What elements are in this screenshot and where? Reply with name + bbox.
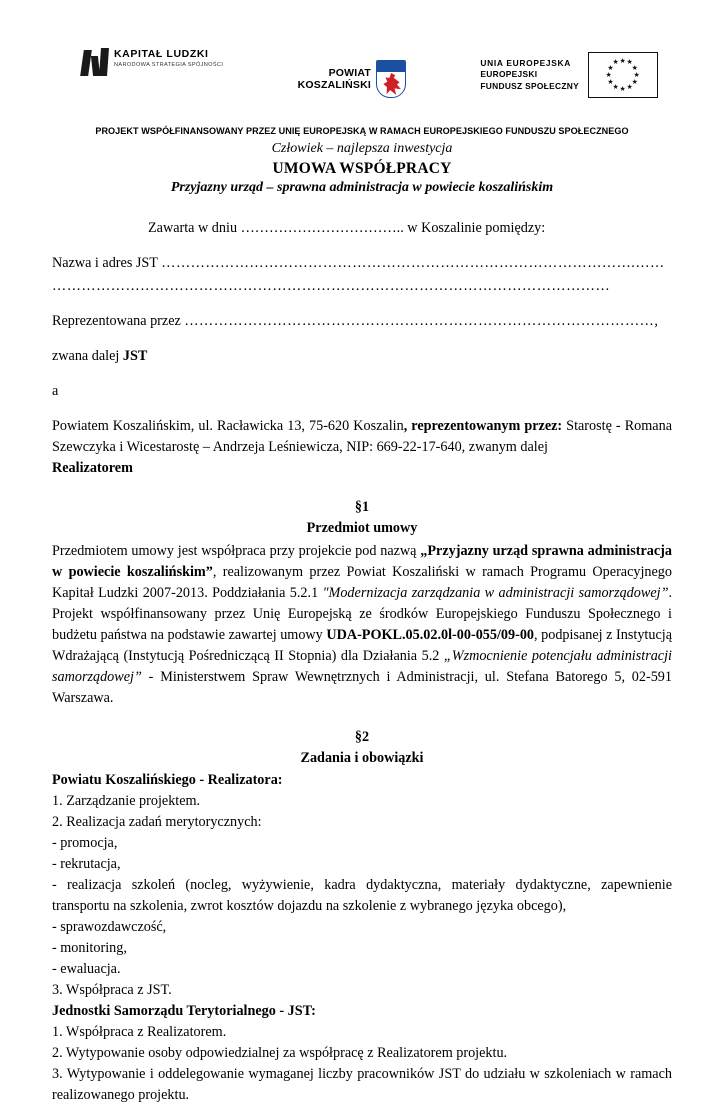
unia-europejska-logo [480, 52, 658, 98]
list-item: 2. Wytypowanie osoby odpowiedzialnej za współpracę z Realizatorem projektu. [52, 1045, 508, 1061]
project-cofinance-line: PROJEKT WSPÓŁFINANSOWANY PRZEZ UNIĘ EUROPEJSKĄ W RAMACH EUROPEJSKIEGO FUNDUSZU SPOŁECZNEGO [95, 126, 629, 136]
section-1-text-4: . Projekt współfinansowany przez Unię Europejską ze środków Europejskiego Funduszu Społecznego i budżetu państwa na podstawie zawartej umowy [52, 585, 673, 643]
eu-star-icon: ★ [607, 63, 614, 72]
section-1-text-6: , podpisanej z Instytucją Wdrażającą (Instytucją Pośredniczącą II Stopnia) dla Działania 5.2 [52, 627, 672, 664]
kapital-ludzki-text [114, 48, 223, 70]
powiat-line1: POWIAT [328, 66, 371, 79]
list-item: 1. Zarządzanie projektem. [52, 793, 201, 809]
section-2-title: Zadania i obowiązki [300, 750, 424, 766]
party2-line1b: Starostę - [562, 418, 621, 434]
powiat-koszalinski-crest-icon [376, 60, 406, 98]
name-address-line [52, 253, 672, 274]
list-item: - promocja, [52, 835, 118, 851]
motto-line: Człowiek – najlepsza inwestycja [271, 141, 453, 156]
list-item: 2. Realizacja zadań merytorycznych: [52, 814, 262, 830]
section-1-bold-1: „Przyjazny urząd sprawna administracja w powiecie koszalińskim” [52, 543, 672, 580]
unia-line1: UNIA EUROPEJSKA [480, 57, 572, 68]
represented-dots: ……………………………………………………………………………………, [184, 313, 659, 329]
name-address-label: Nazwa i adres JST [52, 255, 158, 271]
document-subtitle: Przyjazny urząd – sprawna administracja w powiecie koszalińskim [170, 180, 554, 195]
section-1-text-0: Przedmiotem umowy jest współpraca przy projekcie pod nazwą [52, 543, 421, 559]
party2-line2b: , NIP: 669-22-17-640, zwanym dalej [339, 439, 548, 455]
powiat-line2: KOSZALIŃSKI [297, 79, 371, 91]
called-jst-line [52, 346, 672, 367]
eu-star-icon: ★ [607, 77, 614, 86]
name-address-second-line: …………………………………………………………………………………………………… [52, 278, 611, 294]
group-2-list [52, 1022, 672, 1106]
list-item: 3. Wytypowanie i oddelegowanie wymaganej liczby pracowników JST do udziału w szkoleniach w ramach realizowanego projektu. [52, 1066, 672, 1103]
group-2-heading: Jednostki Samorządu Terytorialnego - JST: [52, 1003, 316, 1019]
section-1-title: Przedmiot umowy [306, 520, 418, 536]
list-item: - realizacja szkoleń (nocleg, wyżywienie, kadra dydaktyczna, materiały dydaktyczne, zapewnienie transportu na szkolenia, zwrot kosztów dojazdu na szkolenie z wybranego języka obcego), [52, 877, 672, 914]
eu-star-icon: ★ [619, 56, 626, 65]
header-logo-row [52, 48, 672, 110]
group-1-list [52, 791, 672, 1001]
and-line: a [52, 383, 59, 399]
section-1-text-8: - Ministerstwem Spraw Wewnętrznych i Administracji, ul. Stefana Batorego 5, 02-591 Warszawa. [52, 669, 672, 706]
called-prefix: zwana dalej [52, 348, 123, 364]
party2-paragraph [52, 416, 672, 479]
kapital-ludzki-subtitle: NARODOWA STRATEGIA SPÓJNOŚCI [114, 62, 224, 68]
eu-star-icon: ★ [612, 82, 619, 91]
list-item: - sprawozdawczość, [52, 919, 167, 935]
eu-star-icon: ★ [605, 70, 612, 79]
unia-line2: EUROPEJSKI [480, 69, 538, 80]
party2-bold1: , reprezentowanym przez: [403, 418, 563, 434]
represented-label: Reprezentowana przez [52, 313, 181, 329]
eu-star-icon: ★ [626, 58, 633, 67]
kapital-ludzki-title: KAPITAŁ LUDZKI [114, 48, 209, 60]
list-item: - rekrutacja, [52, 856, 121, 872]
unia-text [480, 58, 579, 93]
concluded-line: Zawarta w dniu …………………………….. w Koszalinie pomiędzy: [148, 220, 546, 236]
represented-line [52, 311, 672, 332]
party2-line1a: Powiatem Koszalińskim, ul. Racławicka 13, 75-620 Koszalin [52, 418, 404, 434]
section-2-number: §2 [354, 729, 370, 745]
kapital-ludzki-mark-icon [82, 48, 108, 78]
eu-star-icon: ★ [626, 82, 633, 91]
section-1-italic-3: "Modernizacja zarządzania w administracji samorządowej” [322, 585, 669, 601]
called-jst-bold: JST [122, 348, 148, 364]
section-2-group-2 [52, 1001, 672, 1106]
list-item: - monitoring, [52, 940, 127, 956]
section-2-group-1 [52, 770, 672, 1001]
unia-line3: FUNDUSZ SPOŁECZNY [480, 80, 579, 91]
list-item: 3. Współpraca z JST. [52, 982, 172, 998]
section-1-text-2: , realizowanym przez Powiat Koszaliński w ramach Programu Operacyjnego Kapitał Ludzki 2007-2013. Poddziałania 5.2.1 [52, 564, 672, 601]
group-1-heading: Powiatu Koszalińskiego - Realizatora: [52, 772, 283, 788]
kapital-ludzki-logo [82, 48, 223, 78]
list-item: 1. Współpraca z Realizatorem. [52, 1024, 227, 1040]
eu-flag-icon [588, 52, 658, 98]
eu-star-icon: ★ [619, 84, 626, 93]
eu-star-icon: ★ [633, 70, 640, 79]
section-1-paragraph [52, 541, 672, 709]
document-title: UMOWA WSPÓŁPRACY [272, 160, 452, 177]
powiat-text [298, 67, 371, 92]
eu-star-icon: ★ [631, 77, 638, 86]
powiat-koszalinski-logo [298, 60, 406, 98]
section-1-number: §1 [354, 499, 370, 515]
eu-star-icon: ★ [612, 58, 619, 67]
list-item: - ewaluacja. [52, 961, 121, 977]
section-1-bold-5: UDA-POKL.05.02.0l-00-055/09-00 [326, 627, 535, 643]
party2-realizator: Realizatorem [52, 460, 133, 476]
name-address-dots: …………………………………………………………………………………….…… [161, 255, 665, 271]
party2-line2a: Romana Szewczyka i Wicestarostę – Andrzeja Leśniewicza [52, 418, 672, 455]
eu-star-icon: ★ [631, 63, 638, 72]
section-1-italic-7: „Wzmocnienie potencjału administracji samorządowej” [52, 648, 672, 685]
